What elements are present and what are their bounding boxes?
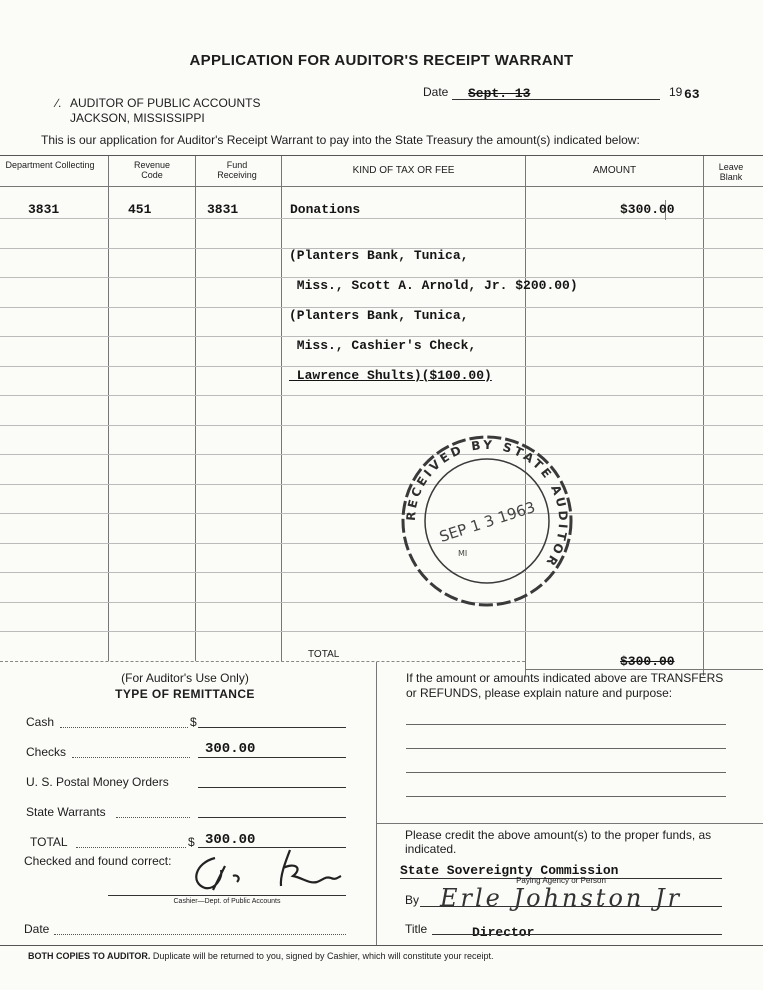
table-row-line [0,602,763,603]
detail-line: (Planters Bank, Tunica, [289,308,469,323]
addressee-line1: AUDITOR OF PUBLIC ACCOUNTS [70,96,261,110]
header-leave: Leave Blank [718,162,744,182]
footer-rest: Duplicate will be returned to you, signed by Cashier, which will constitute your receipt. [152,951,494,961]
title-label: Title [405,922,428,936]
checks-label: Checks [26,745,67,759]
cash-input-line [198,727,346,728]
col-divider-1 [108,156,109,661]
transfers-line-1 [406,724,726,725]
transfers-text: If the amount or amounts indicated above are TRANSFERS or REFUNDS, please explain nature and purpose: [406,671,724,700]
checks-value: 300.00 [205,741,256,757]
remit-date-line [54,934,346,935]
header-revenue: Revenue Code [133,160,171,180]
header-kind: KIND OF TAX OR FEE [352,165,455,176]
transfers-line-4 [406,796,726,797]
checked-label: Checked and found correct: [24,854,172,868]
stamp-small-text: MI [458,549,468,558]
bottom-divider [376,662,377,945]
received-stamp [398,432,576,610]
footer-rule [0,945,763,946]
credit-top-border [376,823,763,824]
postal-label: U. S. Postal Money Orders [26,775,169,789]
cashier-line [108,895,346,896]
form-title: APPLICATION FOR AUDITOR'S RECEIPT WARRANT [189,52,574,69]
title-value: Director [472,925,535,940]
detail-line: Lawrence Shults)($100.00) [289,368,492,383]
cash-dollar: $ [190,715,197,729]
cell-kind: Donations [290,202,361,217]
auditor-use-note: (For Auditor's Use Only) [121,671,249,685]
header-fund: Fund Receiving [217,160,257,180]
agency-caption: Paying Agency or Person [516,876,606,885]
col-divider-3 [281,156,282,661]
total-top-border [0,661,525,662]
intro-text: This is our application for Auditor's Receipt Warrant to pay into the State Treasury the amount(s) indicated below: [41,133,640,147]
table-row-line [0,513,763,514]
cell-revenue: 451 [128,202,152,217]
table-row-line [0,425,763,426]
year-value: 63 [684,87,700,102]
postal-input-line [198,787,346,788]
director-signature: Erle Johnston Jr [440,884,683,912]
header-amount: AMOUNT [592,165,637,176]
warrants-leader [116,817,190,818]
col-divider-2 [195,156,196,661]
total-right-border [525,669,763,670]
date-label: Date [423,85,449,99]
agency-name: State Sovereignty Commission [400,863,619,878]
svg-text:RECEIVED BY STATE AUDITOR [404,438,570,571]
stamp-date: SEP 1 3 1963 [437,498,538,546]
year-prefix: 19 [669,85,683,99]
remit-date-label: Date [24,922,50,936]
header-bottom-border [0,186,763,187]
footer-text [28,951,494,961]
credit-text: Please credit the above amount(s) to the proper funds, as indicated. [405,828,712,856]
warrants-input-line [198,817,346,818]
table-row-line [0,572,763,573]
cell-fund: 3831 [207,202,239,217]
detail-line: Miss., Scott A. Arnold, Jr. $200.00) [289,278,578,293]
by-line [420,906,722,907]
table-row-line [0,631,763,632]
checks-leader [72,757,190,758]
date-value: Sept. 13 [468,86,531,101]
stamp-ring-text: RECEIVED BY STATE AUDITOR [403,437,571,571]
total-amount: $300.00 [620,654,675,669]
date-underline [452,99,660,100]
header-dept: Department Collecting [5,160,95,170]
remit-total-value: 300.00 [205,832,256,848]
remit-total-dollar: $ [188,835,195,849]
total-label: TOTAL [308,649,340,660]
table-row-line [0,484,763,485]
warrants-label: State Warrants [26,805,106,819]
detail-line: (Planters Bank, Tunica, [289,248,469,263]
remit-total-leader [76,847,186,848]
footer-bold: BOTH COPIES TO AUDITOR. [28,951,151,961]
checks-input-line [198,757,346,758]
title-line [432,934,722,935]
stamp-graphic [398,432,576,610]
remittance-heading: TYPE OF REMITTANCE [115,687,255,701]
cash-leader [60,727,188,728]
table-top-border [0,155,763,156]
transfers-line-3 [406,772,726,773]
to-mark: ∕. [56,96,62,110]
transfers-line-2 [406,748,726,749]
detail-text [289,233,578,398]
cashier-signature [185,838,345,893]
table-row-line [0,218,763,219]
table-row-line [0,543,763,544]
by-label: By [405,893,420,907]
cash-label: Cash [26,715,55,729]
detail-line: Miss., Cashier's Check, [289,338,477,353]
cashier-caption: Cashier—Dept. of Public Accounts [173,898,281,905]
cell-dept: 3831 [28,202,60,217]
table-row-line [0,454,763,455]
remit-total-label: TOTAL [30,835,68,849]
cell-amount: $300.00 [620,202,675,217]
addressee-line2: JACKSON, MISSISSIPPI [70,111,205,125]
col-divider-5 [703,156,704,676]
